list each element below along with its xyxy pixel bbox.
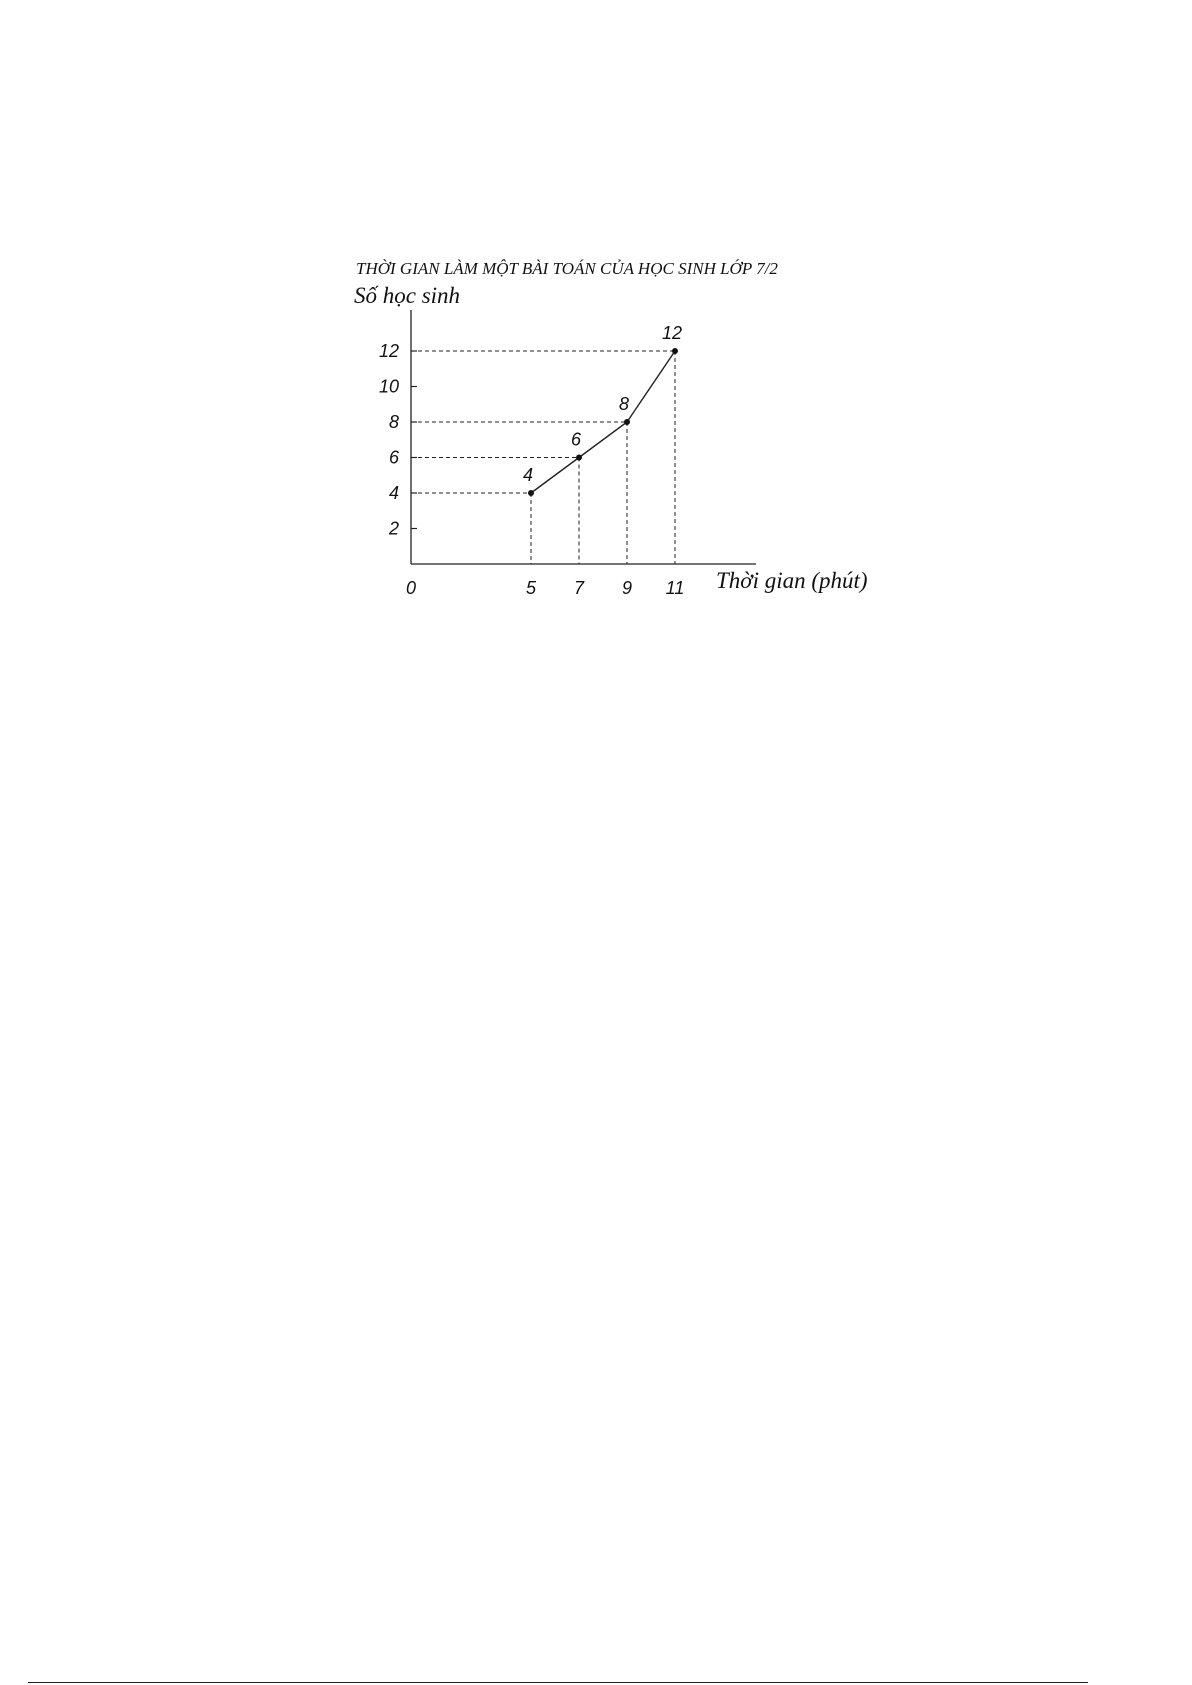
x-axis-label: Thời gian (phút) <box>716 568 868 593</box>
x-tick-label: 7 <box>573 578 585 598</box>
y-tick-label: 10 <box>378 376 399 397</box>
data-point <box>576 455 582 461</box>
data-point <box>624 419 630 425</box>
x-tick-label: 5 <box>525 578 537 598</box>
data-labels <box>523 323 682 485</box>
y-tick-label: 12 <box>378 341 399 361</box>
data-label: 8 <box>618 394 630 414</box>
y-axis-label: Số học sinh <box>354 283 461 308</box>
y-tick-label: 2 <box>388 518 399 539</box>
x-tick-label: 0 <box>405 578 417 598</box>
chart-title: THỜI GIAN LÀM MỘT BÀI TOÁN CỦA HỌC SINH LỚP 7/2 <box>356 259 778 278</box>
data-point <box>672 348 678 354</box>
dashed-guide-lines <box>411 351 675 564</box>
data-label: 4 <box>522 465 534 485</box>
page-bottom-rule <box>28 1682 1088 1683</box>
x-tick-label: 11 <box>665 578 685 598</box>
data-point <box>528 490 534 496</box>
data-label: 12 <box>661 323 683 343</box>
y-tick-label: 4 <box>388 483 399 503</box>
data-label: 6 <box>570 429 582 450</box>
y-tick-label: 8 <box>388 412 399 432</box>
x-axis-ticks <box>406 578 684 598</box>
y-tick-label: 6 <box>388 447 399 468</box>
x-tick-label: 9 <box>621 578 633 598</box>
